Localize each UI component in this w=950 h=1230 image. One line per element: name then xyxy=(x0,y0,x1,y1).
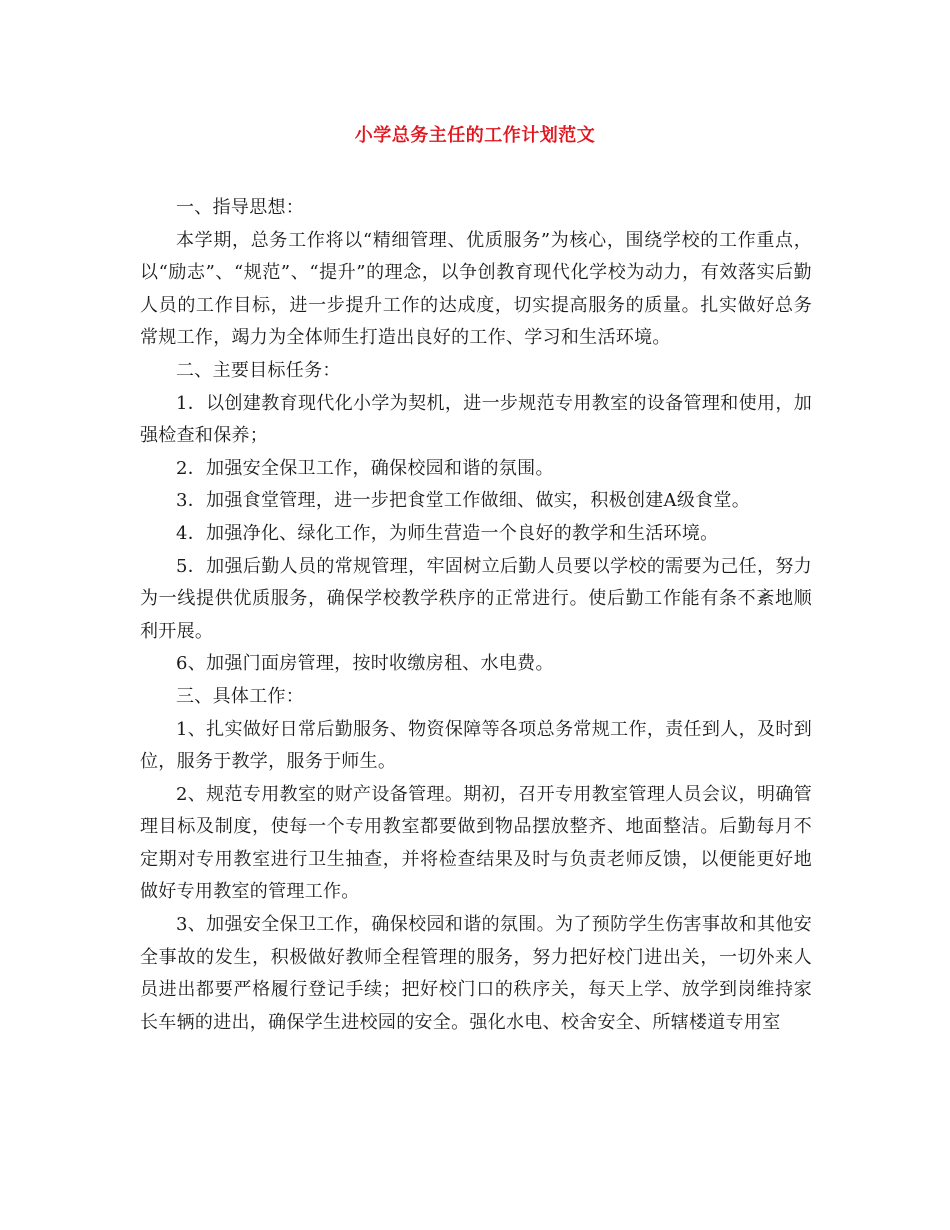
list-item: 2．加强安全保卫工作，确保校园和谐的氛围。 xyxy=(176,457,554,479)
document-title: 小学总务主任的工作计划范文 xyxy=(354,125,596,146)
section-heading-specific-work: 三、具体工作： xyxy=(176,685,305,707)
list-item: 6、加强门面房管理，按时收缴房租、水电费。 xyxy=(176,653,554,675)
section-heading-main-goals: 二、主要目标任务： xyxy=(176,359,341,381)
list-item: 3．加强食堂管理，进一步把食堂工作做细、做实，积极创建A级食堂。 xyxy=(176,490,751,512)
document-body xyxy=(140,192,812,1039)
list-item: 5．加强后勤人员的常规管理，牢固树立后勤人员要以学校的需要为己任，努力为一线提供优质服务，确保学校教学秩序的正常进行。使后勤工作能有条不紊地顺利开展。 xyxy=(140,555,812,642)
list-item: 3、加强安全保卫工作，确保校园和谐的氛围。为了预防学生伤害事故和其他安全事故的发生，积极做好教师全程管理的服务，努力把好校门进出关，一切外来人员进出都要严格履行登记手续；把好校门口的秩序关，每天上学、放学到岗维持家长车辆的进出，确保学生进校园的安全。强化水电、校舍安全、所辖楼道专用室 xyxy=(140,914,812,1033)
list-item: 1．以创建教育现代化小学为契机，进一步规范专用教室的设备管理和使用，加强检查和保养； xyxy=(140,392,812,447)
paragraph: 本学期，总务工作将以“精细管理、优质服务”为核心，围绕学校的工作重点，以“励志”、“规范”、“提升”的理念，以争创教育现代化学校为动力，有效落实后勤人员的工作目标，进一步提升工作的达成度，切实提高服务的质量。扎实做好总务常规工作，竭力为全体师生打造出良好的工作、学习和生活环境。 xyxy=(140,229,812,349)
section-heading-guiding-ideology: 一、指导思想： xyxy=(176,197,305,218)
list-item: 1、扎实做好日常后勤服务、物资保障等各项总务常规工作，责任到人，及时到位，服务于教学，服务于师生。 xyxy=(140,718,812,773)
list-item: 4．加强净化、绿化工作，为师生营造一个良好的教学和生活环境。 xyxy=(176,522,719,544)
list-item: 2、规范专用教室的财产设备管理。期初，召开专用教室管理人员会议，明确管理目标及制度，使每一个专用教室都要做到物品摆放整齐、地面整洁。后勤每月不定期对专用教室进行卫生抽查，并将检查结果及时与负责老师反馈，以便能更好地做好专用教室的管理工作。 xyxy=(140,783,812,903)
